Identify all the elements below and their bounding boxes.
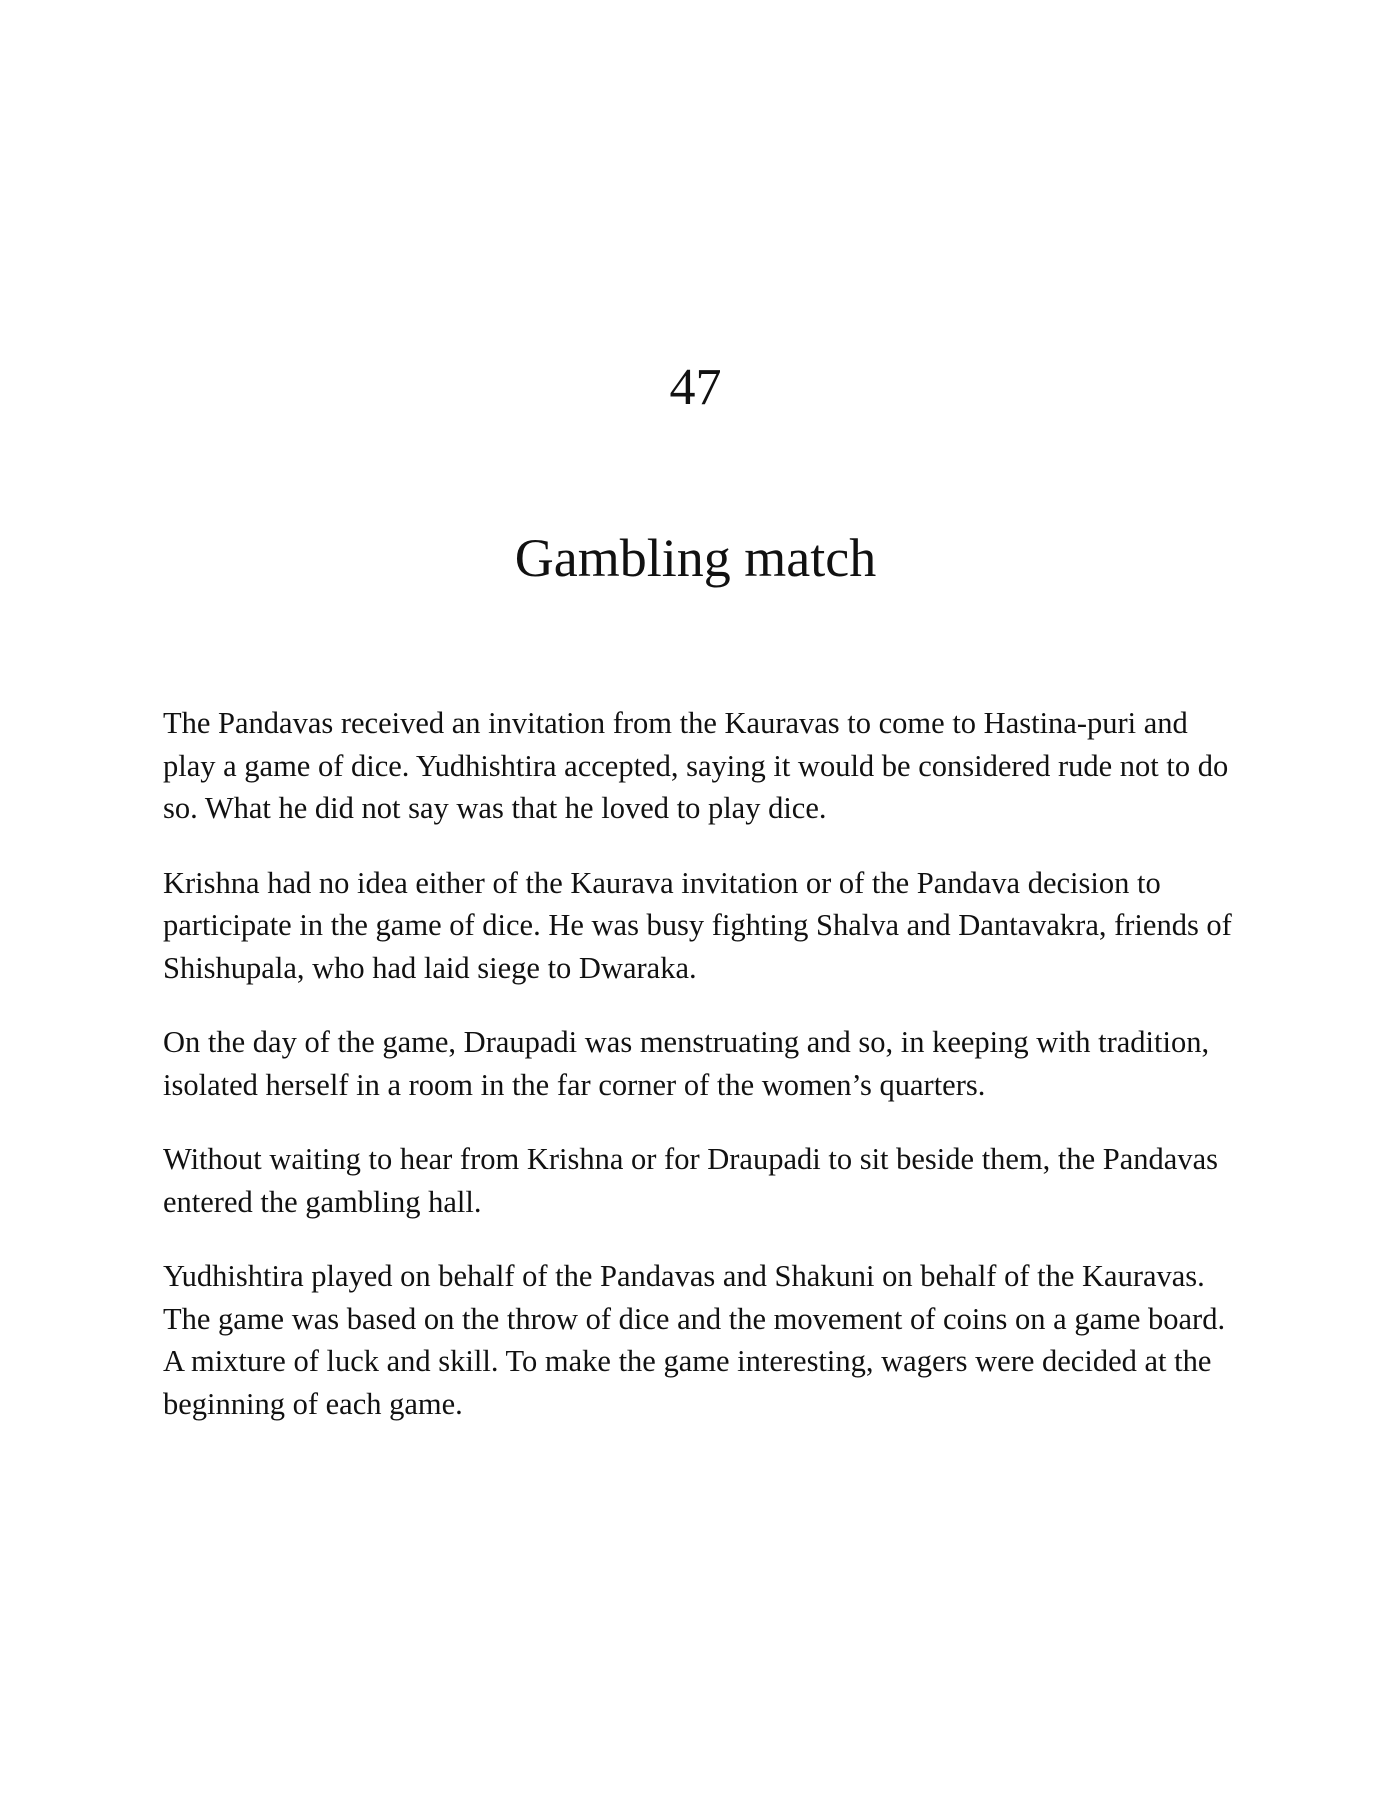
- chapter-number: 47: [669, 359, 722, 416]
- chapter-body: [163, 702, 1233, 1457]
- paragraph: Without waiting to hear from Krishna or for Draupadi to sit beside them, the Pandavas entered the gambling hall.: [163, 1142, 1219, 1219]
- paragraph: Yudhishtira played on behalf of the Pandavas and Shakuni on behalf of the Kauravas. The game was based on the throw of dice and the movement of coins on a game board. A mixture of luck and skill. To make the game interesting, wagers were decided at the beginning of each game.: [163, 1259, 1226, 1421]
- paragraph: On the day of the game, Draupadi was menstruating and so, in keeping with tradition, isolated herself in a room in the far corner of the women’s quarters.: [163, 1025, 1210, 1102]
- paragraph: The Pandavas received an invitation from the Kauravas to come to Hastina-puri and play a game of dice. Yudhishtira accepted, saying it would be considered rude not to do so. What he did not say was that he loved to play dice.: [163, 706, 1229, 825]
- paragraph: Krishna had no idea either of the Kaurava invitation or of the Pandava decision to participate in the game of dice. He was busy fighting Shalva and Dantavakra, friends of Shishupala, who had laid siege to Dwaraka.: [163, 865, 1232, 985]
- chapter-title: Gambling match: [514, 528, 877, 588]
